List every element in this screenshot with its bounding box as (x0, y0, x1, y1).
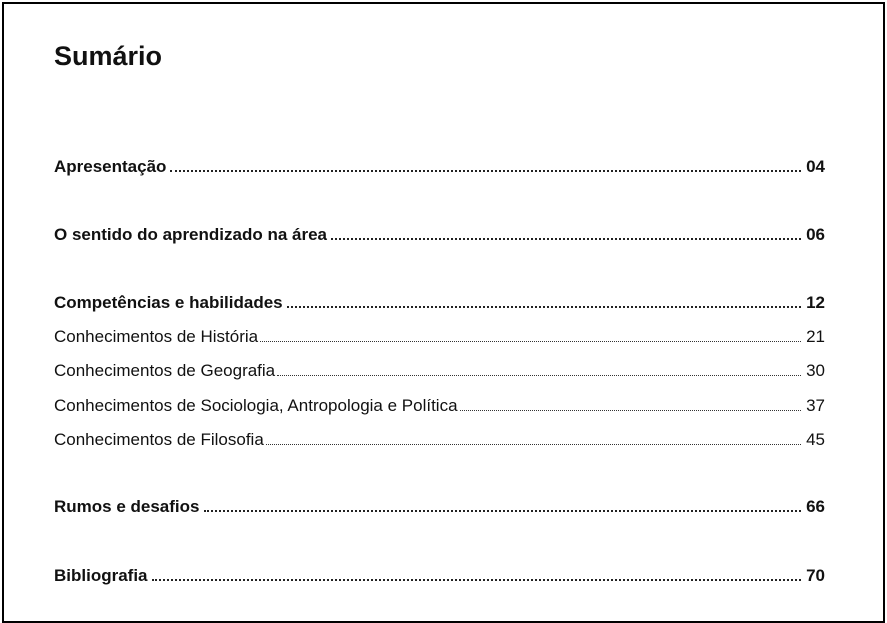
page-title: Sumário (54, 41, 163, 71)
dot-leader (266, 444, 801, 445)
dot-leader (460, 410, 801, 411)
toc-entry-label: Conhecimentos de Geografia (54, 361, 276, 380)
toc-entry-page: 06 (806, 225, 825, 244)
toc-entry-page: 30 (806, 361, 825, 380)
dot-leader (260, 341, 801, 342)
dot-leader (277, 375, 801, 376)
toc-subentry[interactable] (54, 358, 825, 382)
toc-entry-label: Conhecimentos de Filosofia (54, 430, 264, 449)
toc-entry[interactable] (54, 222, 825, 246)
toc-entry-label: Apresentação (54, 157, 167, 176)
toc-entry-label: Bibliografia (54, 566, 148, 585)
dot-leader (152, 579, 801, 581)
toc-entry-label: O sentido do aprendizado na área (54, 225, 327, 244)
toc-entry-page: 04 (806, 157, 825, 176)
toc-entry-label: Conhecimentos de Sociologia, Antropologia e Política (54, 396, 458, 415)
toc-entry-page: 45 (806, 430, 825, 449)
dot-leader (331, 238, 801, 240)
document-page (2, 2, 885, 623)
toc-entry-page: 21 (806, 327, 825, 346)
dot-leader (204, 510, 802, 512)
toc-entry[interactable] (54, 563, 825, 587)
toc-entry-label: Conhecimentos de História (54, 327, 259, 346)
toc-subentry[interactable] (54, 393, 825, 417)
toc-subentry[interactable] (54, 427, 825, 451)
dot-leader (287, 306, 801, 308)
toc-entry-page: 66 (806, 497, 825, 516)
toc-entry-page: 37 (806, 396, 825, 415)
toc-entry[interactable] (54, 494, 825, 518)
toc-entry[interactable] (54, 290, 825, 314)
toc-subentry[interactable] (54, 324, 825, 348)
toc-entry-page: 12 (806, 293, 825, 312)
toc-entry-label: Rumos e desafios (54, 497, 200, 516)
toc-entry[interactable] (54, 154, 825, 178)
toc-entry-page: 70 (806, 566, 825, 585)
toc-entry-label: Competências e habilidades (54, 293, 283, 312)
dot-leader (170, 170, 801, 172)
